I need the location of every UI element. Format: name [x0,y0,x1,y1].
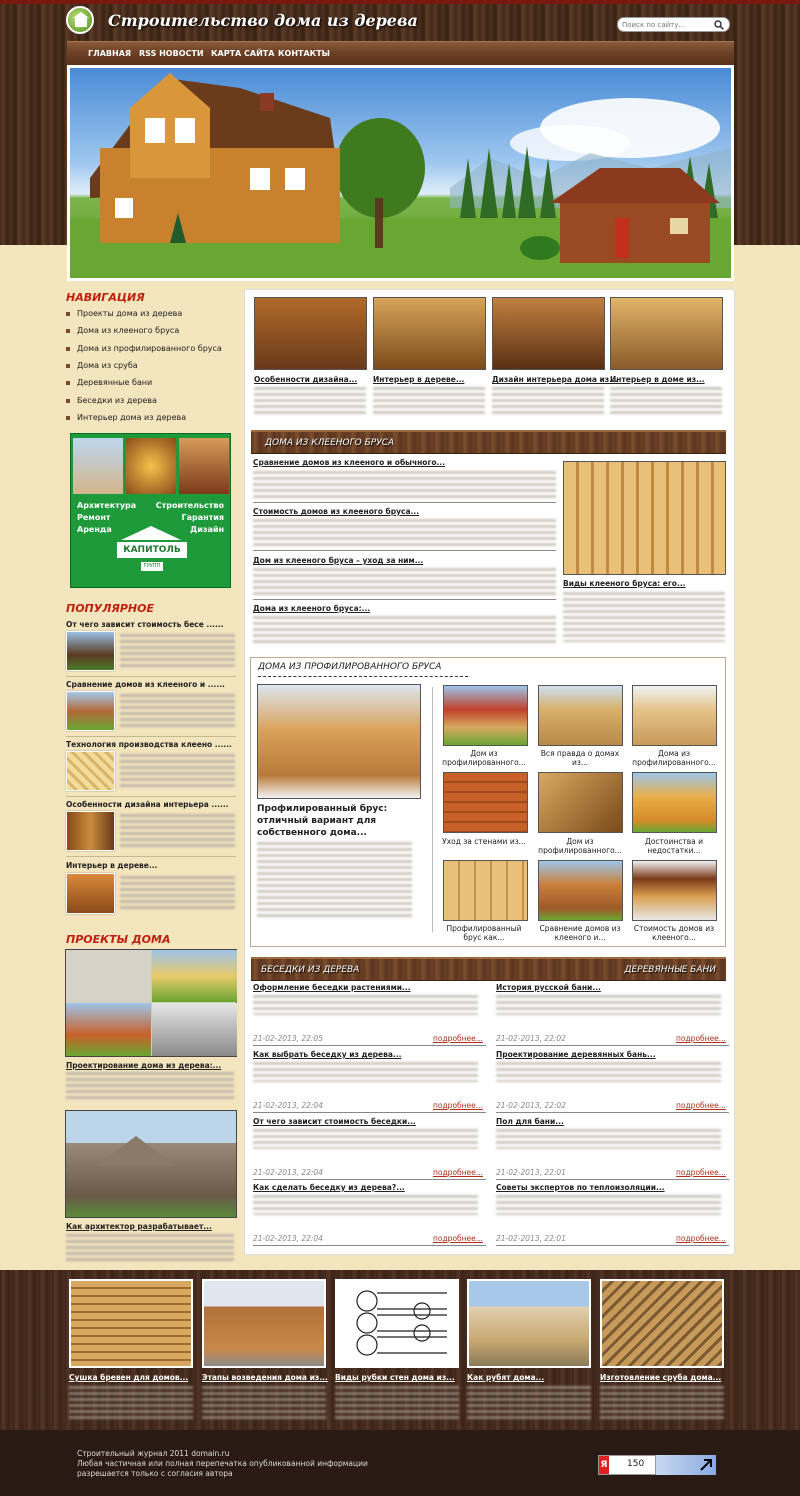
blurred-text [120,814,235,850]
blurred-text [253,1129,478,1149]
popular-link[interactable]: Интерьер в дереве... [66,861,158,870]
date-stamp: 21-02-2013, 22:02 [496,1034,566,1043]
article-link[interactable]: История русской бани... [496,983,601,992]
grid-caption[interactable]: Дома из профилированного... [632,749,716,767]
blurred-text [253,995,478,1015]
copyright-line: разрешается только с согласия автора [77,1469,233,1478]
footer-image[interactable] [467,1279,591,1368]
footer-image[interactable] [202,1279,326,1368]
nav-home[interactable]: ГЛАВНАЯ [88,49,132,58]
blurred-text [563,592,725,642]
date-stamp: 21-02-2013, 22:02 [496,1101,566,1110]
date-stamp: 21-02-2013, 22:01 [496,1168,566,1177]
copyright-line: Любая частичная или полная перепечатка опубликованной информации [77,1459,368,1468]
footer-caption[interactable]: Изготовление сруба дома... [600,1373,722,1382]
log-joint-diagram [337,1281,457,1366]
nav-heading: НАВИГАЦИЯ [66,291,145,304]
article-link[interactable]: Пол для бани... [496,1117,564,1126]
sidebar-item-gazebo[interactable]: Беседки из дерева [66,396,157,405]
grid-caption[interactable]: Уход за стенами из... [442,837,526,846]
divider [496,1179,729,1180]
divider [496,1112,729,1113]
stats-badge[interactable] [656,1455,716,1475]
blurred-text [496,995,721,1015]
grid-image[interactable] [632,685,717,746]
article-link[interactable]: Дома из клееного бруса:... [253,604,371,613]
article-link[interactable]: Стоимость домов из клееного бруса... [253,507,420,516]
blurred-text [496,1062,721,1082]
blurred-text [257,842,412,920]
search-icon[interactable] [714,20,724,30]
blurred-text [492,387,604,415]
counter-badge[interactable]: Я 150 [598,1455,656,1475]
divider [253,1245,486,1246]
projects-heading: ПРОЕКТЫ ДОМА [66,933,171,946]
date-stamp: 21-02-2013, 22:05 [253,1034,323,1043]
grid-image[interactable] [632,860,717,921]
sidebar-item-glued[interactable]: Дома из клееного бруса [66,326,179,335]
divider [258,676,468,677]
blurred-text [253,568,556,596]
grid-caption[interactable]: Сравнение домов из клееного и... [539,924,621,942]
section-heading: ДОМА ИЗ КЛЕЕНОГО БРУСА [265,438,395,448]
blurred-text [253,616,556,644]
blurred-text [253,519,556,547]
copyright [77,1449,368,1479]
article-thumb[interactable] [254,297,367,370]
feature-image[interactable] [257,684,421,799]
article-link[interactable]: Оформление беседки растениями... [253,983,411,992]
article-link[interactable]: Как выбрать беседку из дерева... [253,1050,402,1059]
grid-caption[interactable]: Достоинства и недостатки... [644,837,704,855]
grid-caption[interactable]: Стоимость домов из клееного... [633,924,715,942]
ad-text: Ремонт [77,513,111,522]
popular-link[interactable]: Сравнение домов из клееного и ...... [66,680,225,689]
grid-image[interactable] [443,860,528,921]
sidebar-item-log[interactable]: Дома из сруба [66,361,138,370]
site-title[interactable]: Строительство дома из дерева [108,11,418,30]
ad-sub: ГРУПП [141,562,163,571]
more-link[interactable]: подробнее... [676,1101,726,1110]
article-link[interactable]: Дом из клееного бруса – уход за ним... [253,556,424,565]
popular-thumb[interactable] [66,691,115,731]
more-link[interactable]: подробнее... [433,1034,483,1043]
blurred-text [335,1386,459,1420]
popular-thumb[interactable] [66,811,115,851]
article-caption[interactable]: Особенности дизайна... [254,375,358,384]
date-stamp: 21-02-2013, 22:04 [253,1101,323,1110]
blurred-text [253,1062,478,1082]
divider [66,676,236,677]
blurred-text [120,754,235,790]
article-link[interactable]: Виды клееного бруса: его... [563,579,686,588]
blurred-text [66,1234,234,1264]
popular-thumb[interactable] [66,631,115,671]
divider [253,550,556,551]
blurred-text [69,1386,193,1420]
grid-image[interactable] [538,772,623,833]
divider [496,1045,729,1046]
divider [253,502,556,503]
article-link[interactable]: Советы экспертов по теплоизоляции... [496,1183,665,1192]
feature-title[interactable]: Профилированный брус: отличный вариант для собственного дома... [257,804,388,838]
ad-text: Аренда [77,525,112,534]
top-nav [67,41,734,65]
blurred-text [120,694,235,730]
section-heading: ДЕРЕВЯННЫЕ БАНИ [624,965,716,975]
article-thumb[interactable] [373,297,486,370]
footer-caption[interactable]: Сушка бревен для домов... [69,1373,189,1382]
copyright-line: Строительный журнал 2011 domain.ru [77,1449,230,1458]
footer-image[interactable] [335,1279,459,1368]
more-link[interactable]: подробнее... [433,1168,483,1177]
divider [253,1045,486,1046]
more-link[interactable]: подробнее... [433,1234,483,1243]
search-box [617,17,730,32]
divider [253,1112,486,1113]
divider [66,796,236,797]
article-thumb[interactable] [610,297,723,370]
blurred-text [253,471,556,499]
footer-image[interactable] [600,1279,724,1368]
nav-contacts[interactable]: КОНТАКТЫ [278,49,330,58]
logo-icon[interactable] [66,6,94,34]
popular-thumb[interactable] [66,751,115,791]
blurred-text [600,1386,724,1420]
grid-image[interactable] [538,685,623,746]
section-heading: ДОМА ИЗ ПРОФИЛИРОВАННОГО БРУСА [258,662,442,672]
blurred-text [253,1195,478,1215]
sidebar-item-projects[interactable]: Проекты дома из дерева [66,309,182,318]
grid-image[interactable] [443,772,528,833]
blurred-text [254,387,366,415]
divider [253,599,556,600]
blurred-text [467,1386,591,1420]
roof-icon [121,526,181,540]
blurred-text [202,1386,326,1420]
ad-banner[interactable] [70,433,231,588]
ad-brand: КАПИТОЛЬ [117,542,187,558]
divider [496,1245,729,1246]
hero-illustration [70,68,731,278]
project-image[interactable] [65,949,237,1057]
more-link[interactable]: подробнее... [676,1168,726,1177]
footer-caption[interactable]: Этапы возведения дома из... [202,1373,328,1382]
footer-caption[interactable]: Виды рубки стен дома из... [335,1373,455,1382]
article-caption[interactable]: Интерьер в дереве... [373,375,465,384]
grid-caption[interactable]: Вся правда о домах из... [540,749,620,767]
search-input[interactable] [622,19,712,31]
date-stamp: 21-02-2013, 22:01 [496,1234,566,1243]
blurred-text [610,387,722,415]
ad-text: Архитектура [77,501,137,510]
grid-image[interactable] [538,860,623,921]
popular-thumb[interactable] [66,873,115,914]
section-bar [251,430,726,454]
ad-text: Дизайн [190,525,224,534]
footer-image[interactable] [69,1279,193,1368]
date-stamp: 21-02-2013, 22:04 [253,1234,323,1243]
more-link[interactable]: подробнее... [676,1234,726,1243]
nav-rss[interactable]: RSS НОВОСТИ [139,49,204,58]
project-image[interactable] [65,1110,237,1218]
blurred-text [120,876,235,912]
grid-caption[interactable]: Дом из профилированного... [442,749,526,767]
more-link[interactable]: подробнее... [676,1034,726,1043]
glued-image[interactable] [563,461,726,575]
divider [253,1179,486,1180]
more-link[interactable]: подробнее... [433,1101,483,1110]
grid-caption[interactable]: Дом из профилированного... [538,837,622,855]
article-caption[interactable]: Дизайн интерьера дома из... [492,375,618,384]
footer-caption[interactable]: Как рубят дома... [467,1373,545,1382]
article-link[interactable]: Сравнение домов из клееного и обычного... [253,458,446,467]
nav-sitemap[interactable]: КАРТА САЙТА [211,49,275,58]
popular-link[interactable]: Технология производства клеено ...... [66,740,232,749]
counter-value: 150 [627,1459,645,1469]
grid-image[interactable] [443,685,528,746]
ad-text: Гарантия [181,513,224,522]
article-caption[interactable]: Интерьер в доме из... [610,375,705,384]
arrow-icon [699,1458,713,1472]
divider [66,856,236,857]
blurred-text [496,1129,721,1149]
hero-banner [67,65,734,281]
article-thumb[interactable] [492,297,605,370]
sidebar-item-profiled[interactable]: Дома из профилированного бруса [66,344,222,353]
blurred-text [496,1195,721,1215]
blurred-text [373,387,485,415]
popular-link[interactable]: От чего зависит стоимость бесе ...... [66,620,224,629]
article-link[interactable]: Проектирование деревянных бань... [496,1050,656,1059]
sidebar-item-banya[interactable]: Деревянные бани [66,378,152,387]
section-bar [251,957,726,981]
popular-heading: ПОПУЛЯРНОЕ [66,602,154,615]
blurred-text [120,634,235,670]
project-link[interactable]: Как архитектор разрабатывает... [66,1222,212,1231]
blurred-text [66,1072,234,1102]
project-link[interactable]: Проектирование дома из дерева:... [66,1061,222,1070]
ad-text: Строительство [155,501,224,510]
popular-link[interactable]: Особенности дизайна интерьера ...... [66,800,229,809]
article-link[interactable]: От чего зависит стоимость беседки... [253,1117,416,1126]
divider [66,736,236,737]
article-link[interactable]: Как сделать беседку из дерева?... [253,1183,405,1192]
date-stamp: 21-02-2013, 22:04 [253,1168,323,1177]
grid-caption[interactable]: Профилированный брус как... [446,924,522,942]
sidebar-item-interior[interactable]: Интерьер дома из дерева [66,413,186,422]
section-heading: БЕСЕДКИ ИЗ ДЕРЕВА [261,965,360,975]
divider [432,687,433,932]
grid-image[interactable] [632,772,717,833]
